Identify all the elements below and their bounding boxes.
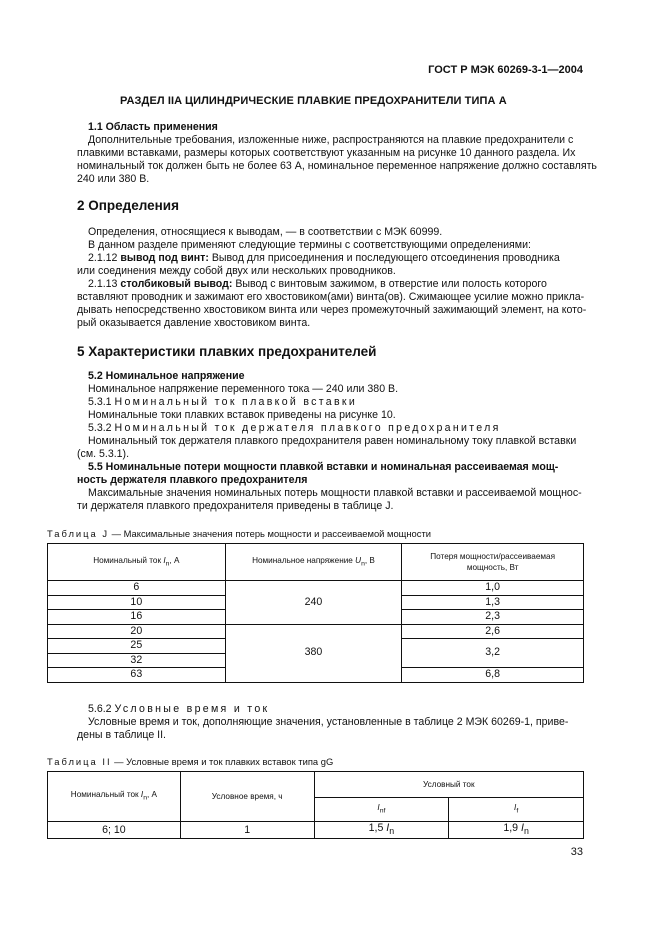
cell-current: 6; 10: [48, 822, 181, 839]
clause-title: Номинальный ток плавкой вставки: [114, 396, 358, 408]
cell-current: 63: [48, 668, 226, 683]
text-line: дены в таблице II.: [77, 729, 166, 741]
table-row: [48, 624, 584, 639]
heading-5-3-2: [88, 422, 583, 435]
clause-number: 5.3.1: [88, 396, 112, 408]
cell-current: 25: [48, 639, 226, 654]
section-title: РАЗДЕЛ IIA ЦИЛИНДРИЧЕСКИЕ ПЛАВКИЕ ПРЕДОХРАНИТЕЛИ ТИПА А: [120, 95, 507, 107]
heading-5-6-2: [88, 703, 583, 716]
cell-loss: 6,8: [402, 668, 584, 683]
cell-loss: 1,3: [402, 595, 584, 610]
cell-current: 20: [48, 624, 226, 639]
cell-current: 16: [48, 610, 226, 625]
heading-2: 2 Определения: [77, 198, 179, 213]
text-line: В данном разделе применяют следующие термины с соответствующими определениями:: [88, 239, 531, 251]
text-line: Определения, относящиеся к выводам, — в соответствии с МЭК 60999.: [88, 226, 443, 238]
term-number: 2.1.13: [88, 278, 118, 290]
term-2-1-12: [88, 252, 583, 265]
table-j: [47, 543, 584, 683]
page-number: 33: [570, 846, 583, 858]
cell-time: 1: [180, 822, 314, 839]
cell-loss: 2,6: [402, 624, 584, 639]
text-line: дывать непосредственно хвостовиком винта или через промежуточный зажимающий элемент, на кото-: [77, 304, 587, 316]
table-ii-caption: [47, 755, 333, 768]
text-line: Условные время и ток, дополняющие значения, установленные в таблице 2 МЭК 60269-1, приве-: [88, 716, 569, 728]
cell-loss: 3,2: [402, 639, 584, 668]
text-line: Дополнительные требования, изложенные ниже, распространяются на плавкие предохранители с: [88, 134, 574, 146]
text-line: плавкими вставками, размеры которых соответствуют указанным на рисунке 10 данного раздела. Их: [77, 147, 576, 159]
cell-loss: 1,0: [402, 581, 584, 596]
text-line: Номинальные токи плавких вставок приведены на рисунке 10.: [88, 409, 396, 421]
header-voltage: Номинальное напряжение $U_n$, В: [225, 544, 402, 581]
text-line: Максимальные значения номинальных потерь мощности плавкой вставки и рассеиваемой мощнос-: [88, 487, 582, 499]
term-number: 2.1.12: [88, 252, 118, 264]
cell-loss: 2,3: [402, 610, 584, 625]
heading-5-5: 5.5 Номинальные потери мощности плавкой вставки и номинальная рассеиваемая мощ-: [88, 461, 559, 473]
table-header-row: [48, 772, 584, 798]
header-if: $I_f$: [449, 798, 584, 822]
clause-title: Номинальный ток держателя плавкого предохранителя: [114, 422, 501, 434]
document-code: ГОСТ Р МЭК 60269-3-1—2004: [428, 64, 583, 76]
caption-label: Таблица II: [47, 756, 112, 767]
cell-inf: 1,5 $I_n$: [314, 822, 449, 839]
heading-5: 5 Характеристики плавких предохранителей: [77, 344, 377, 359]
text-line: (см. 5.3.1).: [77, 448, 130, 460]
heading-5-3-1: [88, 396, 583, 409]
caption-label: Таблица J: [47, 528, 110, 539]
table-ii: [47, 771, 584, 839]
text-line: или соединения между собой двух или нескольких проводников.: [77, 265, 396, 277]
header-time: Условное время, ч: [180, 772, 314, 822]
header-current: Номинальный ток $I_n$, А: [48, 544, 226, 581]
header-loss: Потеря мощности/рассеиваемая мощность, Вт: [402, 544, 584, 581]
heading-5-2: 5.2 Номинальное напряжение: [88, 370, 245, 382]
text-line: вставляют проводник и зажимают его хвостовиком(ами) винта(ов). Сжимающее усилие можно прикла-: [77, 291, 585, 303]
header-inf: $I_{nf}$: [314, 798, 449, 822]
caption-text: — Условные время и ток плавких вставок типа gG: [111, 756, 334, 767]
table-header-row: [48, 544, 584, 581]
header-current: Номинальный ток $I_n$, А: [48, 772, 181, 822]
term-2-1-13: [88, 278, 583, 291]
table-row: [48, 822, 584, 839]
cell-current: 6: [48, 581, 226, 596]
clause-number: 5.3.2: [88, 422, 112, 434]
text-line: номинальный ток должен быть не более 63 А, номинальное переменное напряжение должно составлять: [77, 160, 597, 172]
text-line: Номинальный ток держателя плавкого предохранителя равен номинальному току плавкой вставки: [88, 435, 577, 447]
cell-if: 1,9 $I_n$: [449, 822, 584, 839]
text-line: 240 или 380 В.: [77, 173, 150, 185]
cell-voltage: 240: [225, 581, 402, 625]
cell-voltage: 380: [225, 624, 402, 682]
text-line: рый оказывается давление хвостовиком винта.: [77, 317, 311, 329]
term-definition: Вывод с винтовым зажимом, в отверстие или полость которого: [232, 278, 547, 290]
heading-5-5-cont: ность держателя плавкого предохранителя: [77, 474, 308, 486]
heading-1-1: 1.1 Область применения: [88, 121, 218, 133]
header-conditional-current: Условный ток: [314, 772, 583, 798]
text-line: Номинальное напряжение переменного тока — 240 или 380 В.: [88, 383, 399, 395]
cell-current: 32: [48, 653, 226, 668]
cell-current: 10: [48, 595, 226, 610]
text-line: ти держателя плавкого предохранителя приведены в таблице J.: [77, 500, 394, 512]
clause-title: Условные время и ток: [114, 703, 270, 715]
table-row: [48, 581, 584, 596]
clause-number: 5.6.2: [88, 703, 112, 715]
term-definition: Вывод для присоединения и последующего отсоединения проводника: [208, 252, 560, 264]
term-name: вывод под винт:: [120, 252, 209, 264]
caption-text: — Максимальные значения потерь мощности и рассеиваемой мощности: [109, 528, 431, 539]
term-name: столбиковый вывод:: [120, 278, 233, 290]
table-j-caption: [47, 527, 431, 540]
